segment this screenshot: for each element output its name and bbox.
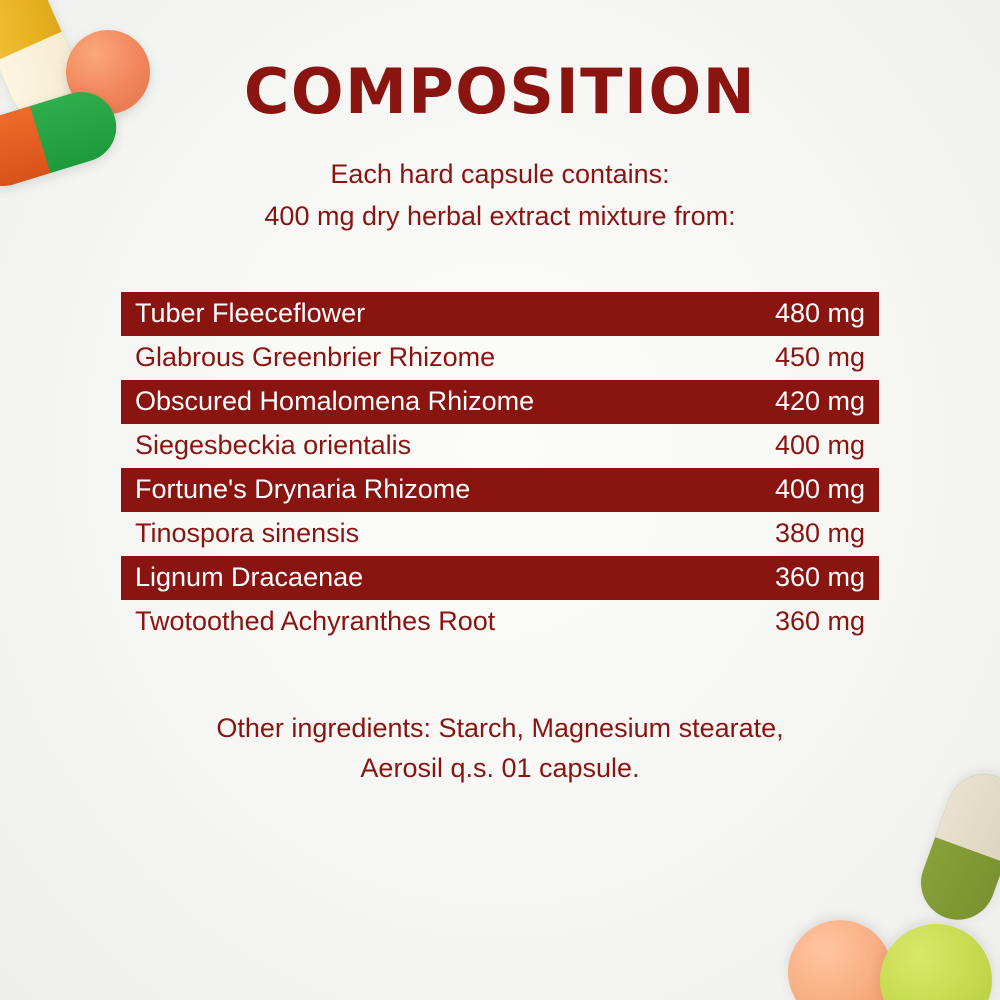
table-row	[121, 336, 879, 380]
table-row	[121, 292, 879, 336]
other-ingredients-note	[0, 708, 1000, 789]
page-title: COMPOSITION	[243, 55, 757, 128]
table-row	[121, 512, 879, 556]
ingredient-name: Tinospora sinensis	[135, 518, 360, 549]
ingredients-table	[121, 292, 879, 644]
subtitle-block	[0, 154, 1000, 238]
ingredient-name: Tuber Fleeceflower	[135, 298, 366, 329]
table-row	[121, 600, 879, 644]
table-row	[121, 468, 879, 512]
ingredient-name: Siegesbeckia orientalis	[135, 430, 412, 461]
ingredient-amount: 360 mg	[774, 562, 865, 593]
ingredient-amount: 450 mg	[774, 342, 865, 373]
footer-line-2: Aerosil q.s. 01 capsule.	[360, 753, 640, 784]
ingredient-name: Lignum Dracaenae	[135, 562, 364, 593]
ingredient-name: Glabrous Greenbrier Rhizome	[135, 342, 496, 373]
peach-tablet-icon	[788, 920, 892, 1000]
ingredient-amount: 400 mg	[774, 474, 865, 505]
ingredient-amount: 360 mg	[774, 606, 865, 637]
table-row	[121, 424, 879, 468]
ingredient-amount: 400 mg	[774, 430, 865, 461]
table-row	[121, 380, 879, 424]
ingredient-amount: 420 mg	[774, 386, 865, 417]
footer-line-1: Other ingredients: Starch, Magnesium stearate,	[216, 712, 784, 743]
ingredient-name: Twotoothed Achyranthes Root	[135, 606, 496, 637]
ingredient-amount: 380 mg	[774, 518, 865, 549]
table-row	[121, 556, 879, 600]
ingredient-name: Fortune's Drynaria Rhizome	[135, 474, 471, 505]
ingredient-amount: 480 mg	[774, 298, 865, 329]
ingredient-name: Obscured Homalomena Rhizome	[135, 386, 535, 417]
subtitle-line-2: 400 mg dry herbal extract mixture from:	[264, 201, 736, 232]
subtitle-line-1: Each hard capsule contains:	[330, 159, 670, 190]
lime-tablet-icon	[880, 924, 992, 1000]
